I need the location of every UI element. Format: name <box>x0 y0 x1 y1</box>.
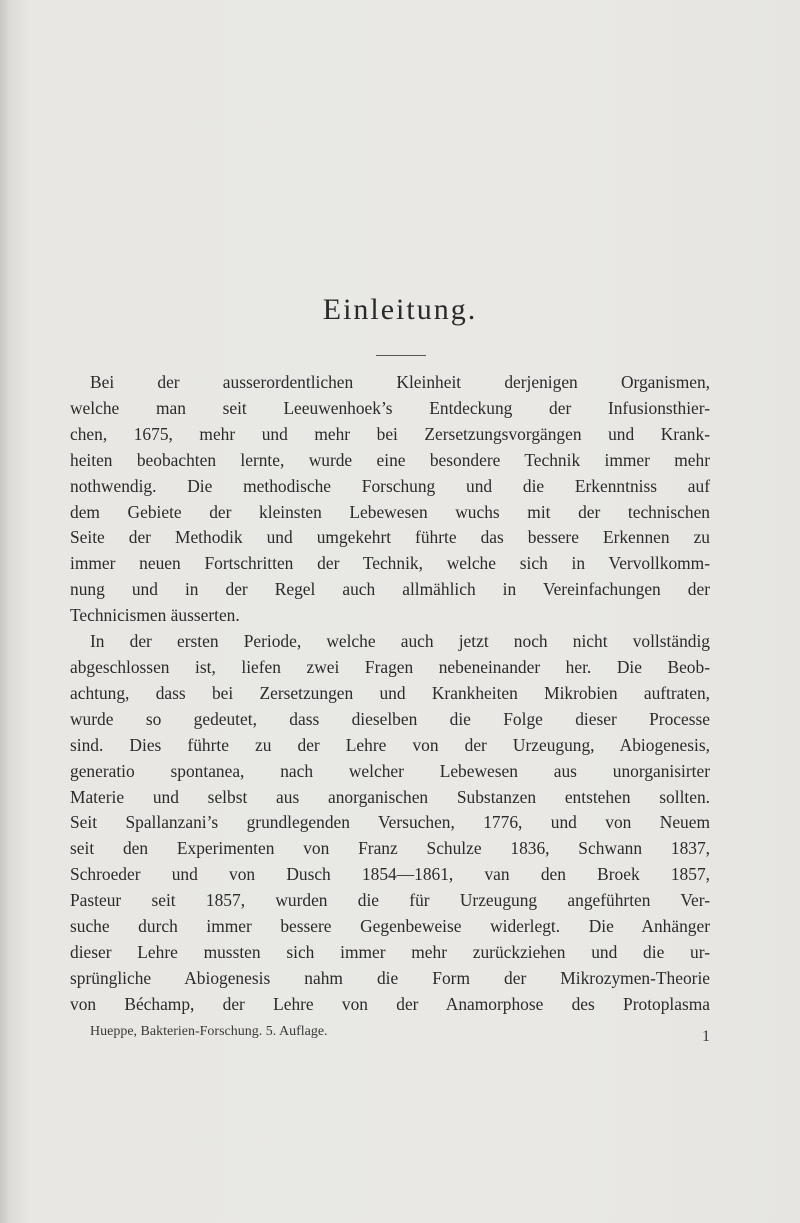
text-line: Technicismen äusserten. <box>70 605 240 626</box>
page-number: 1 <box>702 1027 710 1045</box>
text-line: seit den Experimenten von Franz Schulze 1836, Schwann 1837, <box>70 838 710 859</box>
footer-citation: Hueppe, Bakterien-Forschung. 5. Auflage. <box>90 1023 328 1039</box>
text-line: sind. Dies führte zu der Lehre von der Urzeugung, Abiogenesis, <box>70 734 710 755</box>
text-line: Materie und selbst aus anorganischen Substanzen entstehen sollten. <box>70 786 710 807</box>
text-line: wurde so gedeutet, dass dieselben die Folge dieser Processe <box>70 708 710 729</box>
text-line: dem Gebiete der kleinsten Lebewesen wuchs mit der technischen <box>70 501 710 522</box>
chapter-title: Einleitung. <box>322 293 478 326</box>
text-line: In der ersten Periode, welche auch jetzt noch nicht vollständig <box>90 631 710 652</box>
text-line: dieser Lehre mussten sich immer mehr zurückziehen und die ur- <box>70 941 710 962</box>
text-line: suche durch immer bessere Gegenbeweise widerlegt. Die Anhänger <box>70 916 710 937</box>
text-line: heiten beobachten lernte, wurde eine besondere Technik immer mehr <box>70 449 710 470</box>
text-line: generatio spontanea, nach welcher Lebewesen aus unorganisirter <box>70 760 710 781</box>
text-line: nothwendig. Die methodische Forschung und die Erkenntniss auf <box>70 475 710 496</box>
text-line: Seite der Methodik und umgekehrt führte das bessere Erkennen zu <box>70 527 710 548</box>
text-line: Schroeder und von Dusch 1854—1861, van den Broek 1857, <box>70 864 710 885</box>
text-line: achtung, dass bei Zersetzungen und Krankheiten Mikrobien auftraten, <box>70 682 710 703</box>
title-rule <box>376 355 426 356</box>
body-text <box>70 370 710 1018</box>
text-line: sprüngliche Abiogenesis nahm die Form der Mikrozymen-Theorie <box>70 967 710 988</box>
text-line: nung und in der Regel auch allmählich in Vereinfachungen der <box>70 579 710 600</box>
text-line: Pasteur seit 1857, wurden die für Urzeugung angeführten Ver- <box>70 890 710 911</box>
text-line: von Béchamp, der Lehre von der Anamorphose des Protoplasma <box>70 993 710 1014</box>
text-line: immer neuen Fortschritten der Technik, welche sich in Vervollkomm- <box>70 553 710 574</box>
text-line: chen, 1675, mehr und mehr bei Zersetzungsvorgängen und Krank- <box>70 423 710 444</box>
text-line: abgeschlossen ist, liefen zwei Fragen nebeneinander her. Die Beob- <box>70 656 710 677</box>
text-line: Bei der ausserordentlichen Kleinheit derjenigen Organismen, <box>90 372 710 392</box>
text-line: Seit Spallanzani’s grundlegenden Versuchen, 1776, und von Neuem <box>70 812 710 833</box>
text-line: welche man seit Leeuwenhoek’s Entdeckung der Infusionsthier- <box>70 397 710 418</box>
